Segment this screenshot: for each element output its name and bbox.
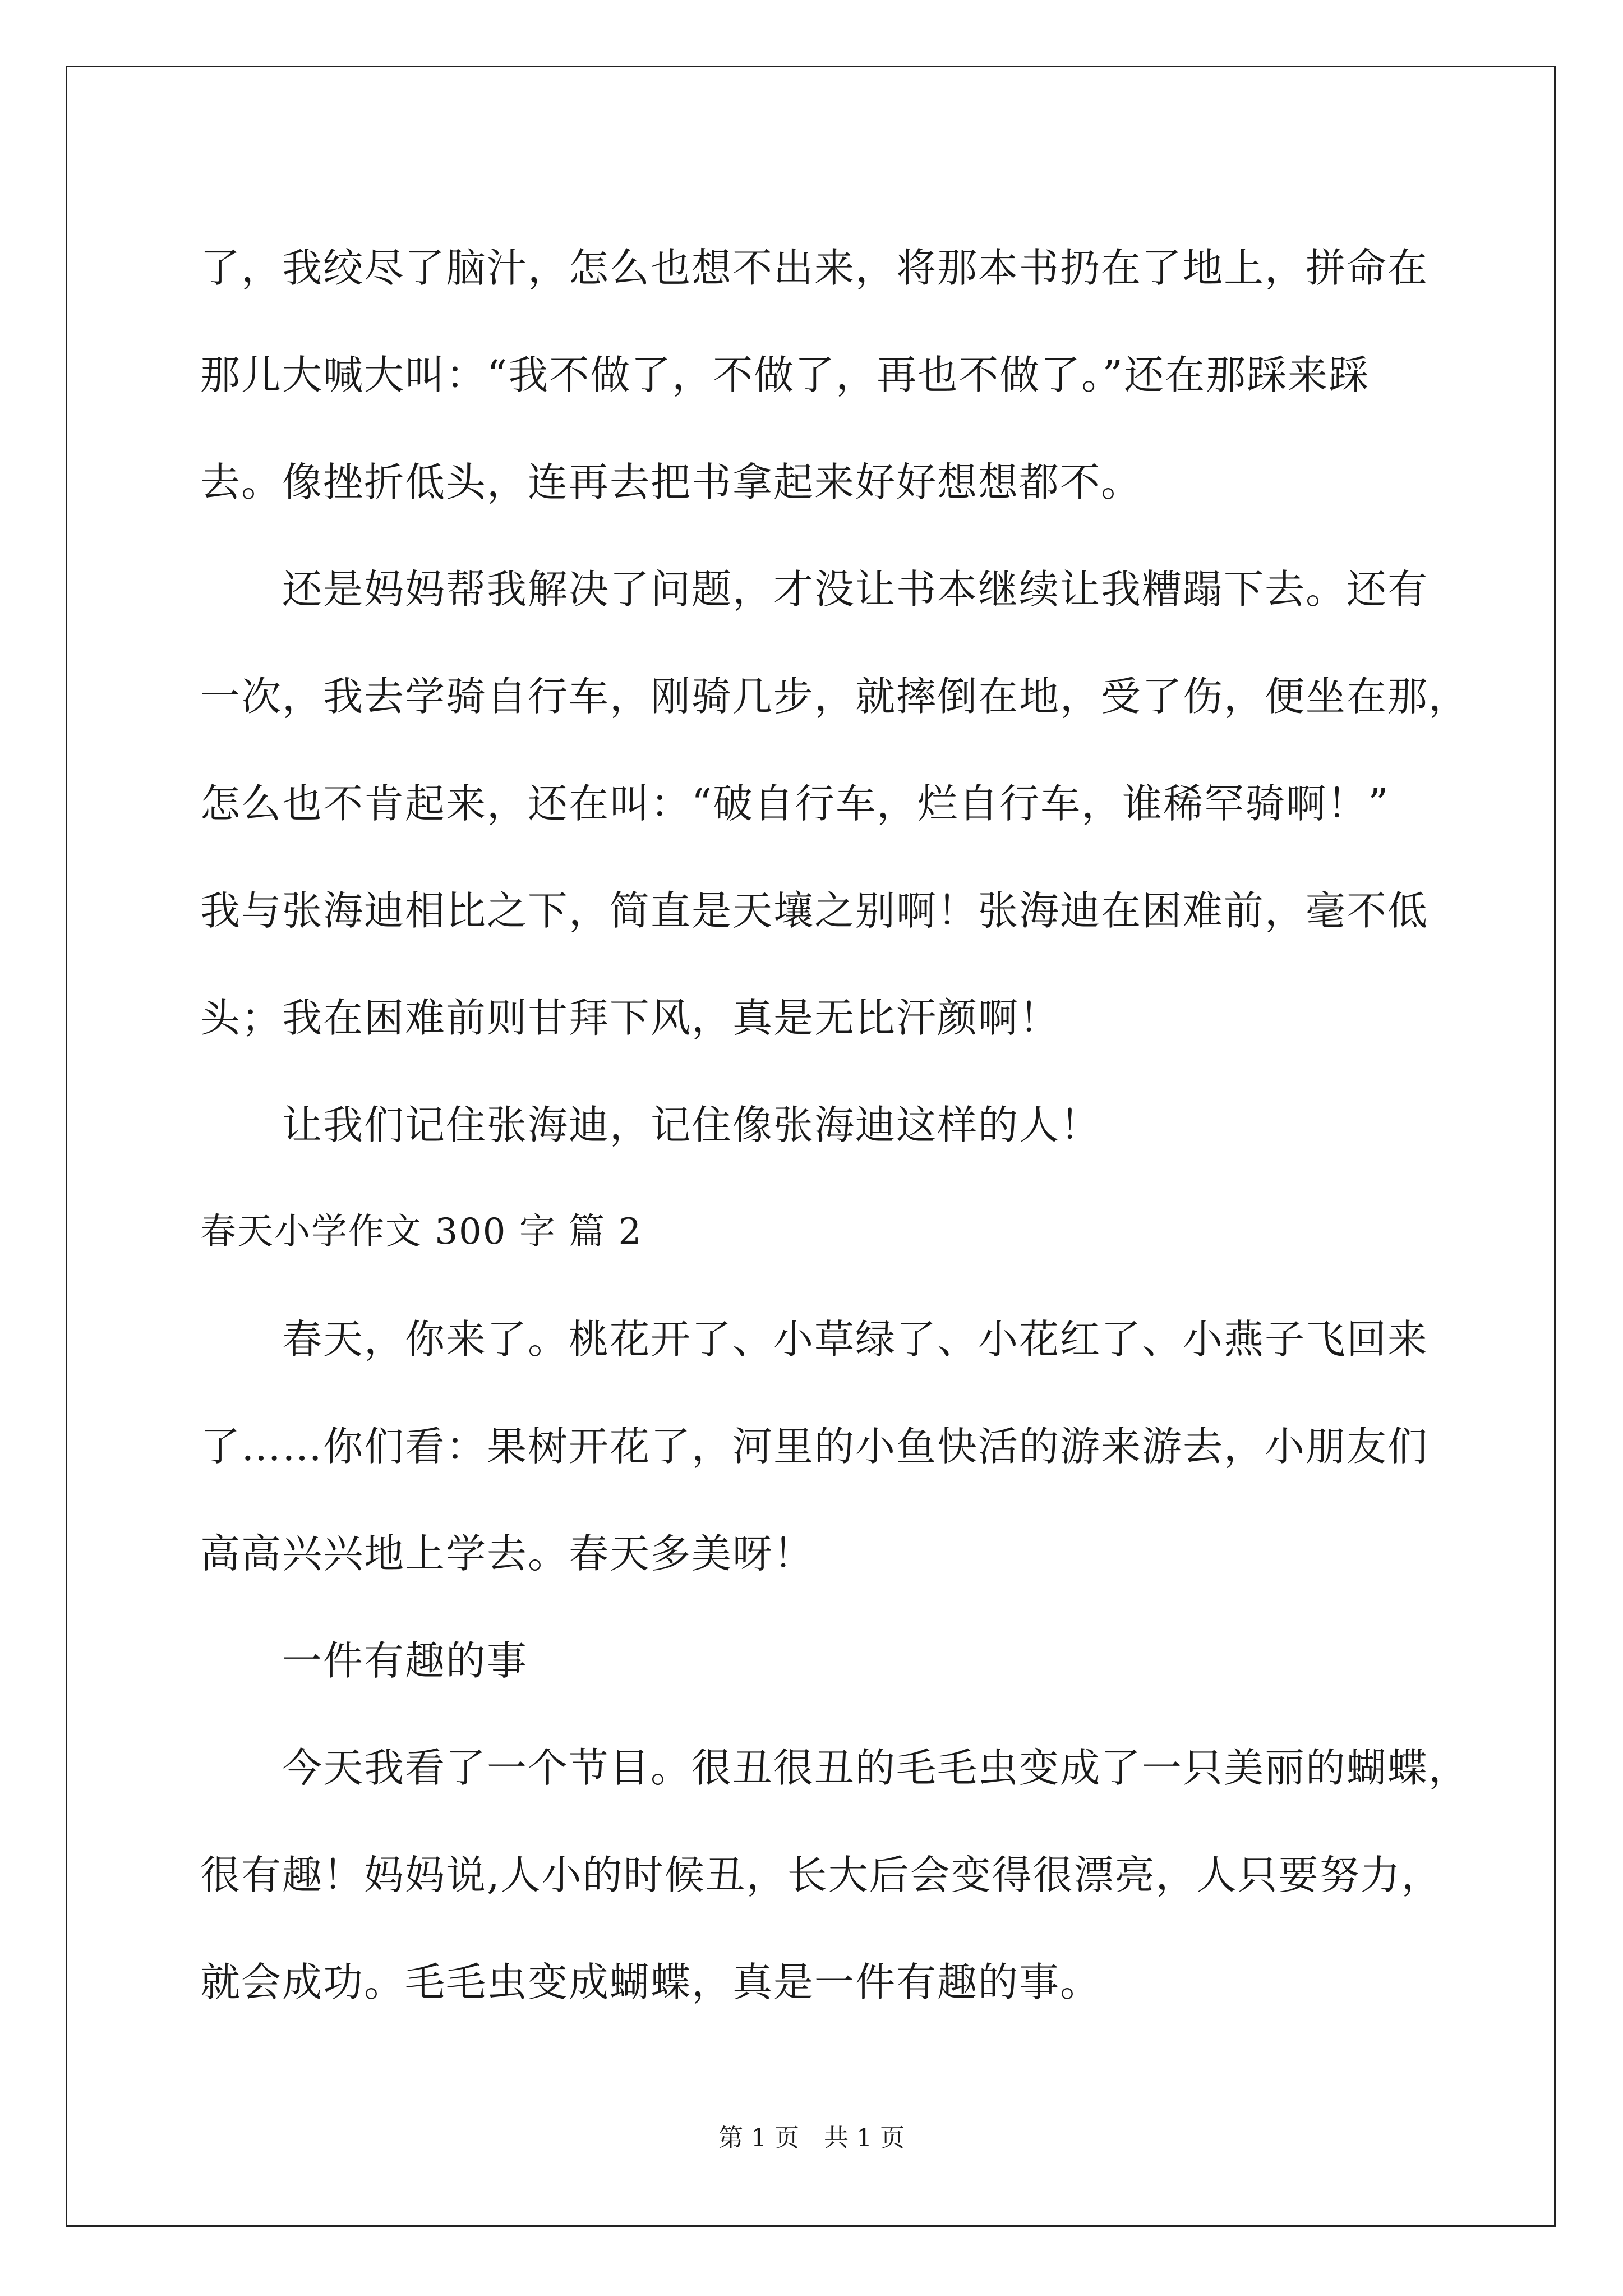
text-line: 怎么也不肯起来，还在叫：“破自行车，烂自行车，谁稀罕骑啊！” — [200, 780, 1390, 827]
text-line: 就会成功。毛毛虫变成蝴蝶，真是一件有趣的事。 — [200, 1959, 1101, 2005]
text-line: 了……你们看：果树开花了，河里的小鱼快活的游来游去，小朋友们 — [200, 1423, 1429, 1470]
text-line: 让我们记住张海迪，记住像张海迪这样的人！ — [200, 1102, 1101, 1148]
text-line: 春天，你来了。桃花开了、小草绿了、小花红了、小燕子飞回来 — [200, 1316, 1429, 1363]
document-body — [200, 214, 1468, 2036]
text-line: 去。像挫折低头，连再去把书拿起来好好想想都不。 — [200, 459, 1142, 505]
text-line: 今天我看了一个节目。很丑很丑的毛毛虫变成了一只美丽的蝴蝶， — [200, 1745, 1470, 1791]
text-line: 还是妈妈帮我解决了问题，才没让书本继续让我糟蹋下去。还有 — [200, 566, 1429, 613]
text-line: 一件有趣的事 — [200, 1637, 528, 1684]
section-heading: 春天小学作文 300 字 篇 2 — [200, 1211, 643, 1253]
text-line: 我与张海迪相比之下，简直是天壤之别啊！张海迪在困难前，毫不低 — [200, 887, 1429, 934]
text-line: 一次，我去学骑自行车，刚骑几步，就摔倒在地，受了伤，便坐在那， — [200, 673, 1470, 720]
text-line: 高高兴兴地上学去。春天多美呀！ — [200, 1530, 815, 1577]
text-line: 那儿大喊大叫：“我不做了，不做了，再也不做了。”还在那踩来踩 — [200, 352, 1370, 398]
text-line: 很有趣！妈妈说,人小的时候丑，长大后会变得很漂亮，人只要努力， — [200, 1852, 1442, 1898]
page-number-footer: 第 1 页 共 1 页 — [718, 2124, 905, 2152]
text-line: 了，我绞尽了脑汁，怎么也想不出来，将那本书扔在了地上，拼命在 — [200, 245, 1429, 291]
text-line: 头；我在困难前则甘拜下风，真是无比汗颜啊！ — [200, 995, 1061, 1041]
